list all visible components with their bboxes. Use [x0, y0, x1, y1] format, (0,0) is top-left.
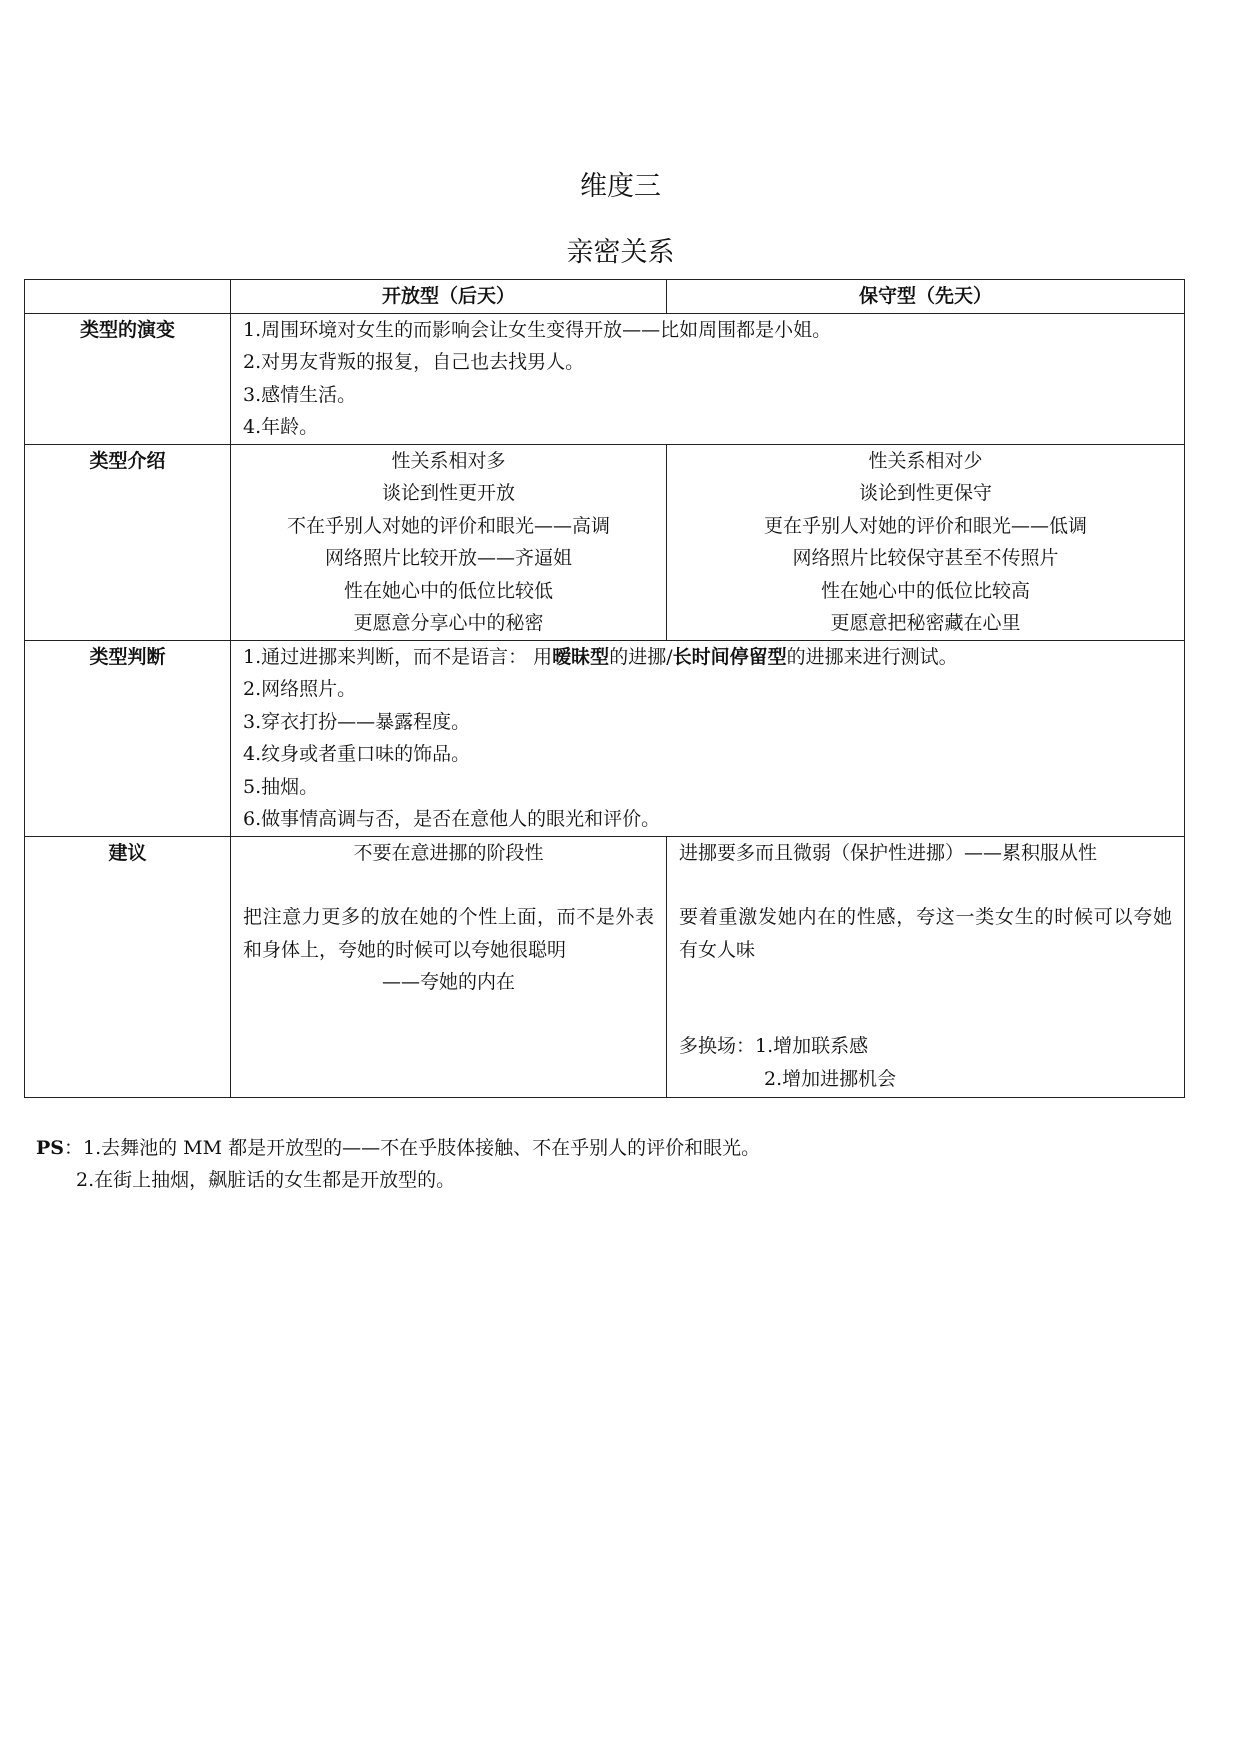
header-cell-open: 开放型（后天）: [231, 280, 667, 314]
list-item: 更愿意把秘密藏在心里: [830, 612, 1021, 634]
list-item: 4.年龄。: [243, 416, 319, 438]
page-subtitle: 亲密关系: [566, 237, 675, 268]
table-row-intro: [25, 444, 1185, 640]
list-item: 2.网络照片。: [243, 678, 357, 700]
header-cell-conservative: 保守型（先天）: [667, 280, 1185, 314]
list-item: 性关系相对少: [868, 449, 983, 472]
list-item: 网络照片比较开放——齐逼姐: [324, 547, 572, 569]
advice-open-cell: [231, 836, 667, 1097]
advice-text: 把注意力更多的放在她的个性上面，而不是外表和身体上，夸她的时候可以夸她很聪明: [243, 906, 654, 961]
list-item: 性在她心中的低位比较高: [820, 579, 1030, 602]
list-item: 5.抽烟。: [243, 775, 319, 798]
intro-open-cell: [231, 444, 667, 640]
list-item: 4.纹身或者重口味的饰品。: [243, 743, 471, 765]
header-cell-empty: [25, 280, 231, 314]
advice-text: 不要在意进挪的阶段性: [353, 841, 544, 864]
intro-conservative-cell: [667, 444, 1185, 640]
list-item: 1.周围环境对女生的而影响会让女生变得开放——比如周围都是小姐。: [243, 318, 832, 341]
list-item: 更在乎别人对她的评价和眼光——低调: [763, 514, 1087, 537]
table-header-row: [25, 280, 1185, 314]
evolution-cell: [231, 313, 1185, 444]
list-item: 不在乎别人对她的评价和眼光——高调: [286, 514, 610, 537]
judgement-text: 1.通过进挪来判断，而不是语言： 用: [243, 645, 553, 668]
table-row-advice: [25, 836, 1185, 1097]
row-label-intro: 类型介绍: [25, 444, 231, 640]
comparison-table: [24, 279, 1185, 1098]
ps-line: 2.在街上抽烟，飙脏话的女生都是开放型的。: [76, 1169, 456, 1191]
advice-text: 多换场：1.增加联系感: [679, 1035, 869, 1057]
judgement-text: 的进挪来进行测试。: [786, 645, 958, 668]
judgement-text: 的进挪/: [609, 645, 673, 668]
list-item: 2.对男友背叛的报复，自己也去找男人。: [243, 351, 585, 373]
list-item: 3.穿衣打扮——暴露程度。: [243, 710, 471, 733]
table-row-judgement: [25, 640, 1185, 836]
list-item: 6.做事情高调与否，是否在意他人的眼光和评价。: [243, 808, 661, 830]
table-row-evolution: [25, 313, 1185, 444]
ps-label: PS: [36, 1137, 65, 1159]
advice-conservative-cell: [667, 836, 1185, 1097]
list-item: [243, 641, 1172, 674]
judgement-cell: [231, 640, 1185, 836]
page-title: 维度三: [580, 171, 661, 202]
ps-line: ：1.去舞池的 MM 都是开放型的——不在乎肢体接触、不在乎别人的评价和眼光。: [64, 1137, 761, 1159]
row-label-advice: 建议: [25, 836, 231, 1097]
ps-note: [36, 1132, 760, 1196]
list-item: 网络照片比较保守甚至不传照片: [792, 547, 1059, 569]
advice-text: 进挪要多而且微弱（保护性进挪）——累积服从性: [679, 841, 1098, 864]
list-item: 谈论到性更开放: [381, 482, 515, 504]
judgement-bold-term: 暧昧型: [552, 645, 610, 668]
list-item: 性在她心中的低位比较低: [343, 579, 553, 602]
row-label-judgement: 类型判断: [25, 640, 231, 836]
judgement-bold-term: 长时间停留型: [672, 645, 787, 668]
row-label-evolution: 类型的演变: [25, 313, 231, 444]
list-item: 3.感情生活。: [243, 383, 357, 406]
advice-text: ——夸她的内在: [381, 971, 515, 993]
advice-text: 要着重激发她内在的性感，夸这一类女生的时候可以夸她有女人味: [679, 906, 1172, 961]
list-item: 谈论到性更保守: [858, 482, 992, 504]
list-item: 更愿意分享心中的秘密: [353, 612, 544, 634]
list-item: 性关系相对多: [391, 449, 506, 472]
advice-text: 2.增加进挪机会: [764, 1067, 897, 1090]
